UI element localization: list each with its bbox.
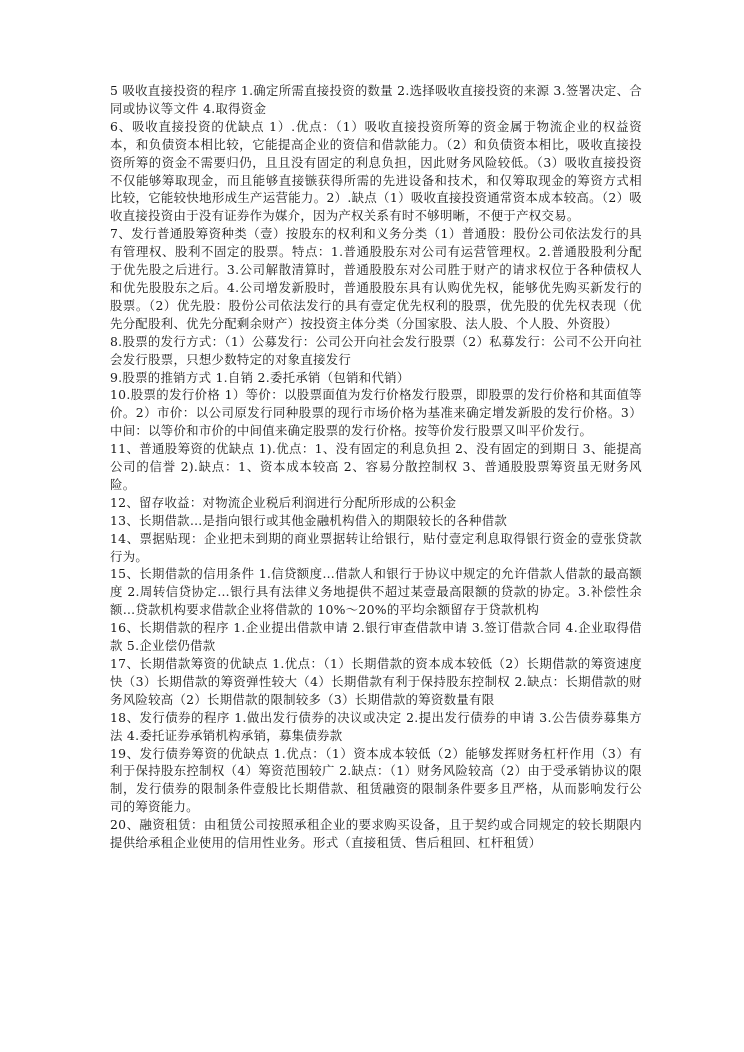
paragraph-financial-lease: 20、融资租赁：由租赁公司按照承租企业的要求购买设备，且于契约或合同规定的较长期限内提供给承租企业使用的信用性业务。形式（直接租赁、售后租回、杠杆租赁）: [110, 817, 642, 851]
paragraph-stock-issue-price: 10.股票的发行价格 1）等价：以股票面值为发行价格发行股票，即股票的发行价格和其面值等价。2）市价：以公司原发行同种股票的现行市场价格为基准来确定增发新股的发行价格。3）中间：以等价和市价的中间值来确定股票的发行价格。按等价发行股票又叫平价发行。: [110, 387, 642, 439]
paragraph-bond-procedure: 18、发行债券的程序 1.做出发行债券的决议或决定 2.提出发行债券的申请 3.公告债券募集方法 4.委托证券承销机构承销，募集债券款: [110, 709, 642, 743]
paragraph-common-stock-types: 7、发行普通股筹资种类（壹）按股东的权利和义务分类（1）普通股：股份公司依法发行的具有管理权、股利不固定的股票。特点：1.普通股股东对公司有运营管理权。2.普通股股利分配于优先股之后进行。3.公司解散清算时，普通股股东对公司胜于财产的请求权位于各种债权人和优先股股东之后。4.公司增发新股时，普通股股东具有认购优先权，能够优先购买新发行的股票。（2）优先股：股份公司依法发行的具有壹定优先权利的股票，优先股的优先权表现（优先分配股利、优先分配剩余财产）按投资主体分类（分国家股、法人股、个人股、外资股）: [110, 226, 642, 331]
paragraph-loan-pros-cons: 17、长期借款筹资的优缺点 1.优点：（1）长期借款的资本成本较低（2）长期借款的筹资速度快（3）长期借款的筹资弹性较大（4）长期借款有利于保持股东控制权 2.缺点：长期借款的财务风险较高（2）长期借款的限制较多（3）长期借款的筹资数量有限: [110, 656, 642, 707]
paragraph-bill-discount: 14、票据贴现：企业把未到期的商业票据转让给银行，贴付壹定利息取得银行资金的壹张贷款行为。: [110, 530, 642, 564]
paragraph-retained-earnings: 12、留存收益：对物流企业税后利润进行分配所形成的公积金: [110, 494, 457, 510]
paragraph-loan-procedure: 16、长期借款的程序 1.企业提出借款申请 2.银行审查借款申请 3.签订借款合同 4.企业取得借款 5.企业偿仍借款: [110, 620, 642, 654]
paragraph-loan-credit-terms: 15、长期借款的信用条件 1.信贷额度…借款人和银行于协议中规定的允许借款人借款的最高额度 2.周转信贷协定…银行具有法律义务地提供不超过某壹最高限额的贷款的协定。3.补偿性余额…贷款机构要求借款企业将借款的 10%～20%的平均余额留存于贷款机构: [110, 566, 642, 618]
paragraph-stock-sales-methods: 9.股票的推销方式 1.自销 2.委托承销（包销和代销）: [110, 369, 410, 385]
document-page: [110, 82, 642, 852]
paragraph-direct-investment-pros-cons: 6、吸收直接投资的优缺点 1）.优点：（1）吸收直接投资所筹的资金属于物流企业的权益资本，和负债资本相比较，它能提高企业的资信和借款能力。（2）和负债资本相比，吸收直接投资所筹的资金不需要归仍，且且没有固定的利息负担，因此财务风险较低。（3）吸收直接投资不仅能够筹取现金，而且能够直接镞获得所需的先进设备和技术，和仅筹取现金的筹资方式相比较，它能较快地形成生产运营能力。2）.缺点（1）吸收直接投资通常资本成本较高。（2）吸收直接投资由于没有证券作为媒介，因为产权关系有时不够明晰，不便于产权交易。: [110, 118, 642, 224]
paragraph-bond-pros-cons: 19、发行债券筹资的优缺点 1.优点：（1）资本成本较低（2）能够发挥财务杠杆作用（3）有利于保持股东控制权（4）筹资范围较广 2.缺点：（1）财务风险较高（2）由于受承销协议的限制，发行债券的限制条件壹般比长期借款、租赁融资的限制条件要多且严格，从而影响发行公司的筹资能力。: [110, 745, 642, 815]
paragraph-stock-issue-methods: 8.股票的发行方式：（1）公募发行：公司公开向社会发行股票（2）私募发行：公司不公开向社会发行股票，只想少数特定的对象直接发行: [110, 333, 642, 367]
paragraph-common-stock-pros-cons: 11、普通股筹资的优缺点 1).优点：1、没有固定的利息负担 2、没有固定的到期日 3、能提高公司的信誉 2).缺点：1、资本成本较高 2、容易分散控制权 3、普通股股票筹资虽无财务风险。: [110, 441, 642, 492]
paragraph-long-term-loan: 13、长期借款…是指向银行或其他金融机构借入的期限较长的各种借款: [110, 512, 508, 528]
paragraph-direct-investment-procedure: 5 吸收直接投资的程序 1.确定所需直接投资的数量 2.选择吸收直接投资的来源 3.签署决定、合同或协议等文件 4.取得资金: [110, 83, 642, 116]
